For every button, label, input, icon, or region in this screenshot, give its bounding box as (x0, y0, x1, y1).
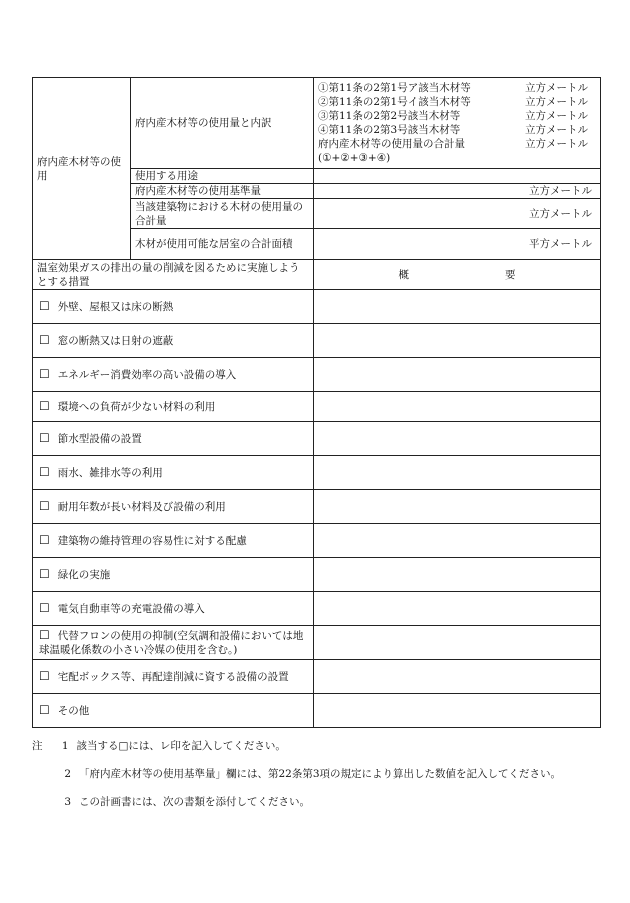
purpose-field[interactable] (314, 169, 601, 184)
measure-item: ☐ 宅配ボックス等、再配達削減に資する設備の設置 (33, 660, 314, 694)
measure-item: ☐ 環境への負荷が少ない材料の利用 (33, 392, 314, 422)
measure-summary-field[interactable] (314, 358, 601, 392)
breakdown-item: 府内産木材等の使用量の合計量 立方メートル (318, 138, 588, 150)
measure-item: ☐ 代替フロンの使用の抑制(空気調和設備においては地球温暖化係数の小さい冷媒の使用を含む。) (33, 626, 314, 660)
measures-header: 温室効果ガスの排出の量の削減を図るために実施しようとする措置 (33, 260, 314, 290)
measure-item: ☐ 外壁、屋根又は床の断熱 (33, 290, 314, 324)
checkbox[interactable]: ☐ (39, 567, 50, 581)
checkbox[interactable]: ☐ (39, 669, 50, 683)
checkbox[interactable]: ☐ (39, 499, 50, 513)
usage-breakdown-label: 府内産木材等の使用量と内訳 (131, 78, 314, 169)
breakdown-item: ③第11条の2第2号該当木材等 立方メートル (318, 110, 588, 122)
measure-summary-field[interactable] (314, 626, 601, 660)
measure-summary-field[interactable] (314, 422, 601, 456)
note-item: 2 「府内産木材等の使用基準量」欄には、第22条第3項の規定により算出した数値を記入してください。 (64, 768, 562, 780)
measure-summary-field[interactable] (314, 694, 601, 728)
measure-item: ☐ 雨水、雑排水等の利用 (33, 456, 314, 490)
breakdown-item: ②第11条の2第1号イ該当木材等 立方メートル (318, 96, 588, 108)
checkbox[interactable]: ☐ (39, 703, 50, 717)
measure-summary-field[interactable] (314, 592, 601, 626)
measure-summary-field[interactable] (314, 490, 601, 524)
measure-summary-field[interactable] (314, 558, 601, 592)
total-wood-label: 当該建築物における木材の使用量の合計量 (131, 199, 314, 229)
measure-item: ☐ 緑化の実施 (33, 558, 314, 592)
room-area-field[interactable]: 平方メートル (314, 229, 601, 260)
note-item: 注 1 該当する□には、レ印を記入してください。 (32, 740, 286, 752)
purpose-label: 使用する用途 (131, 169, 314, 184)
measure-item: ☐ エネルギー消費効率の高い設備の導入 (33, 358, 314, 392)
checkbox[interactable]: ☐ (39, 367, 50, 381)
measure-item: ☐ 節水型設備の設置 (33, 422, 314, 456)
checkbox[interactable]: ☐ (39, 465, 50, 479)
checkbox[interactable]: ☐ (39, 601, 50, 615)
note-item: 3 この計画書には、次の書類を添付してください。 (64, 796, 310, 808)
breakdown-item: ①第11条の2第1号ア該当木材等 立方メートル (318, 82, 588, 94)
measure-item: ☐ 電気自動車等の充電設備の導入 (33, 592, 314, 626)
measure-item: ☐ その他 (33, 694, 314, 728)
wood-section-label: 府内産木材等の使用 (33, 78, 131, 260)
measure-item: ☐ 耐用年数が長い材料及び設備の利用 (33, 490, 314, 524)
measure-item: ☐ 建築物の維持管理の容易性に対する配慮 (33, 524, 314, 558)
measure-summary-field[interactable] (314, 290, 601, 324)
breakdown-item: ④第11条の2第3号該当木材等 立方メートル (318, 124, 588, 136)
measure-summary-field[interactable] (314, 392, 601, 422)
checkbox[interactable]: ☐ (39, 399, 50, 413)
measure-summary-field[interactable] (314, 456, 601, 490)
checkbox[interactable]: ☐ (39, 333, 50, 347)
measure-summary-field[interactable] (314, 324, 601, 358)
checkbox[interactable]: ☐ (39, 533, 50, 547)
measure-item: ☐ 窓の断熱又は日射の遮蔽 (33, 324, 314, 358)
summary-header: 概 要 (314, 260, 601, 290)
checkbox[interactable]: ☐ (39, 299, 50, 313)
breakdown-list (314, 78, 601, 169)
measure-summary-field[interactable] (314, 524, 601, 558)
breakdown-item: (①+②+③+④) (318, 152, 391, 164)
measure-summary-field[interactable] (314, 660, 601, 694)
standard-amount-label: 府内産木材等の使用基準量 (131, 184, 314, 199)
checkbox[interactable]: ☐ (39, 431, 50, 445)
total-wood-field[interactable]: 立方メートル (314, 199, 601, 229)
standard-amount-field[interactable]: 立方メートル (314, 184, 601, 199)
notes-prefix: 注 (32, 740, 43, 752)
room-area-label: 木材が使用可能な居室の合計面積 (131, 229, 314, 260)
wood-and-measures-table (32, 77, 601, 728)
checkbox[interactable]: ☐ (39, 628, 50, 642)
